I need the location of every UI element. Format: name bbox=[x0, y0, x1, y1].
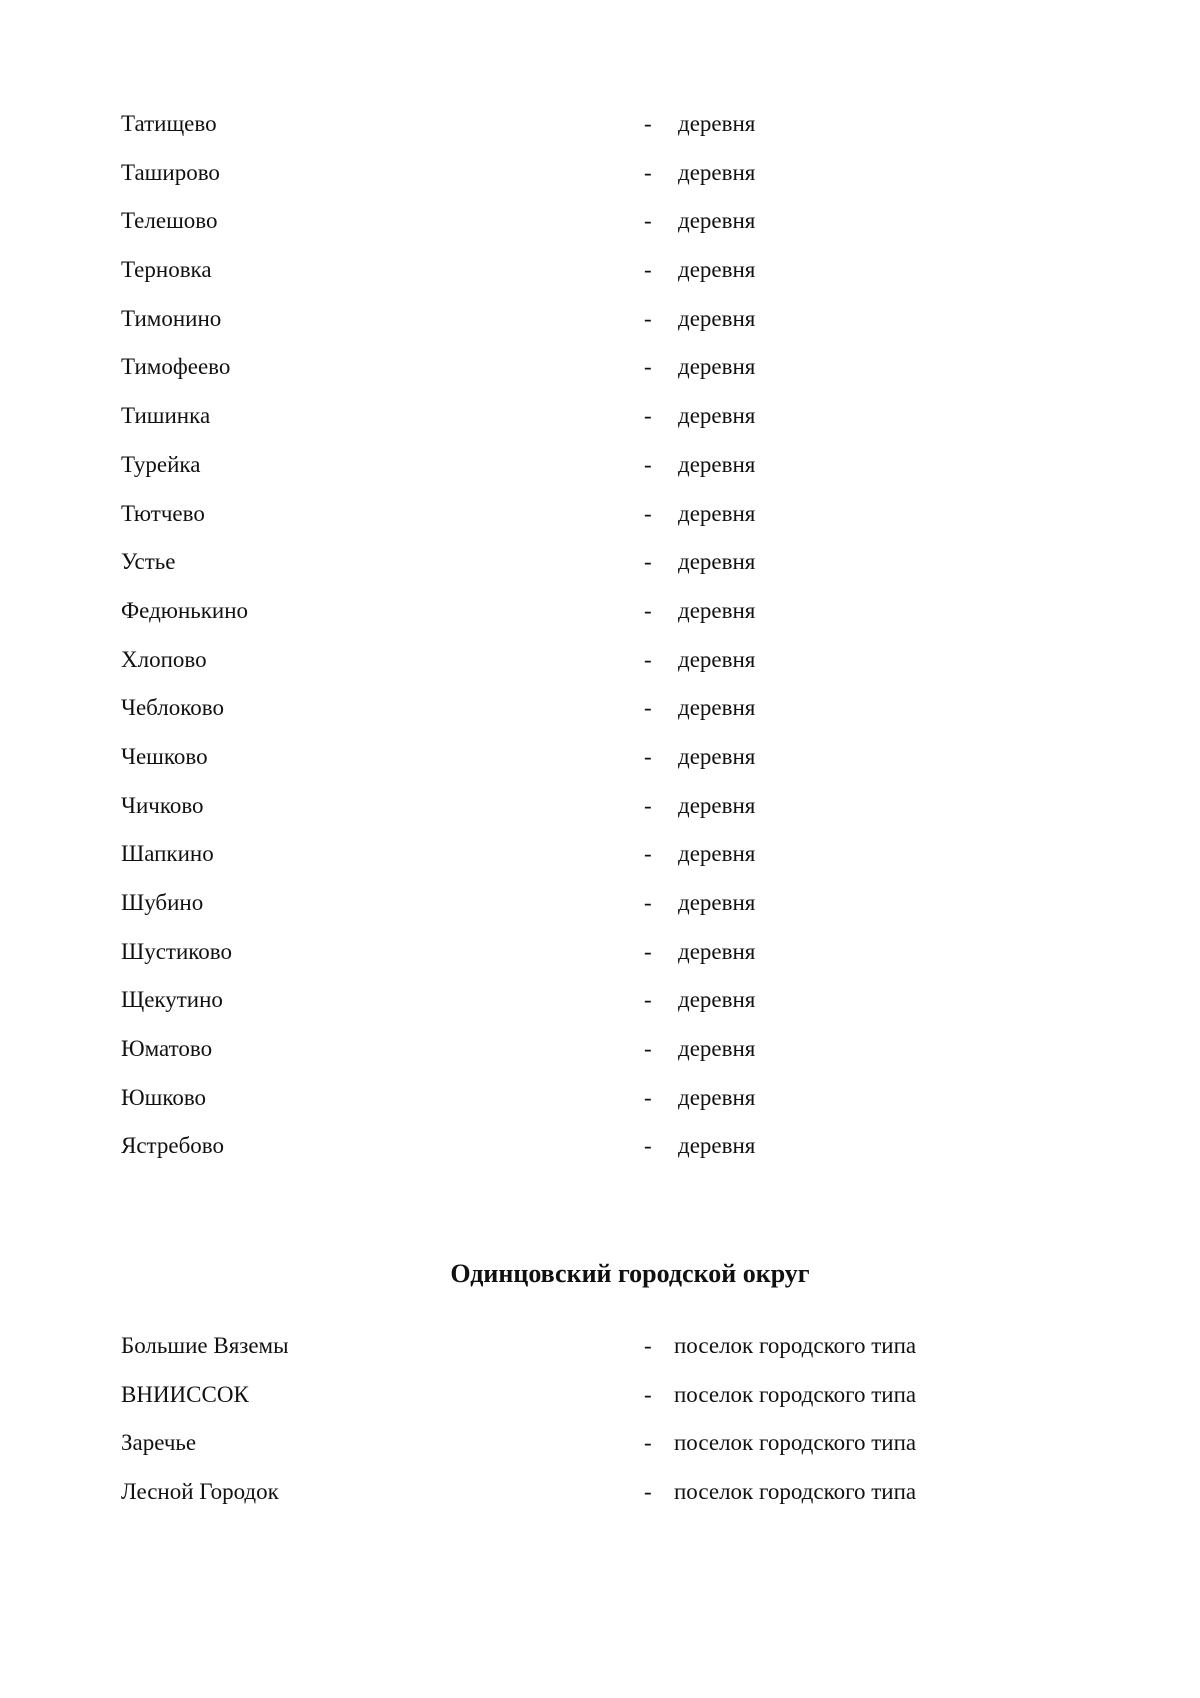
separator-dash: - bbox=[644, 646, 652, 672]
list-item bbox=[121, 205, 1081, 254]
separator-dash: - bbox=[644, 1084, 652, 1110]
list-item bbox=[121, 157, 1081, 206]
list-item bbox=[121, 595, 1081, 644]
separator-dash: - bbox=[644, 743, 652, 769]
settlement-type: деревня bbox=[678, 208, 756, 234]
separator-dash: - bbox=[644, 1036, 652, 1062]
list-item bbox=[121, 303, 1081, 352]
list-item bbox=[121, 254, 1081, 303]
settlement-type: деревня bbox=[678, 743, 756, 769]
list-item bbox=[121, 1082, 1081, 1131]
list-item bbox=[121, 1033, 1081, 1082]
list-item bbox=[121, 984, 1081, 1033]
separator-dash: - bbox=[644, 890, 652, 915]
settlement-name: Терновка bbox=[121, 257, 212, 283]
settlement-type: деревня bbox=[678, 549, 756, 575]
settlement-name: Чеблоково bbox=[121, 695, 224, 721]
separator-dash: - bbox=[644, 1333, 652, 1358]
settlement-type: поселок городского типа bbox=[674, 1430, 917, 1456]
settlement-name: ВНИИССОК bbox=[121, 1381, 249, 1407]
settlement-name: Шапкино bbox=[121, 841, 214, 867]
settlement-type: деревня bbox=[678, 159, 756, 185]
settlement-type: деревня bbox=[678, 354, 756, 380]
separator-dash: - bbox=[644, 159, 652, 185]
separator-dash: - bbox=[644, 792, 652, 818]
settlement-type: деревня bbox=[678, 1133, 756, 1159]
settlement-name: Щекутино bbox=[121, 987, 223, 1013]
settlement-name: Заречье bbox=[121, 1430, 197, 1456]
settlement-name: Федюнькино bbox=[121, 597, 249, 623]
settlement-type: поселок городского типа bbox=[674, 1479, 917, 1505]
settlement-type: деревня bbox=[678, 403, 756, 429]
settlement-name: Тишинка bbox=[121, 403, 211, 429]
separator-dash: - bbox=[644, 305, 652, 331]
separator-dash: - bbox=[644, 1479, 652, 1505]
settlement-name: Тютчево bbox=[121, 500, 205, 526]
separator-dash: - bbox=[644, 987, 652, 1013]
settlement-type: деревня bbox=[678, 987, 756, 1013]
list-item bbox=[121, 887, 1081, 936]
list-item bbox=[121, 936, 1081, 985]
list-item bbox=[121, 790, 1081, 839]
settlement-name: Юматово bbox=[121, 1036, 213, 1062]
separator-dash: - bbox=[644, 403, 652, 429]
settlement-type: деревня bbox=[678, 646, 756, 672]
list-item bbox=[121, 546, 1081, 595]
separator-dash: - bbox=[644, 111, 652, 136]
settlement-name: Шубино bbox=[121, 890, 204, 915]
settlement-type: деревня bbox=[678, 597, 756, 623]
list-item bbox=[121, 108, 1081, 157]
separator-dash: - bbox=[644, 938, 652, 964]
list-item bbox=[121, 692, 1081, 741]
list-item bbox=[121, 644, 1081, 693]
separator-dash: - bbox=[644, 500, 652, 526]
settlement-list-top bbox=[121, 108, 1081, 1179]
settlement-type: деревня bbox=[678, 890, 756, 915]
settlement-list-bottom bbox=[121, 1330, 1081, 1525]
settlement-name: Лесной Городок bbox=[121, 1479, 279, 1505]
settlement-type: деревня bbox=[678, 938, 756, 964]
settlement-name: Устье bbox=[121, 549, 176, 575]
settlement-type: деревня bbox=[678, 841, 756, 867]
section-heading: Одинцовский городской округ bbox=[450, 1259, 810, 1288]
settlement-type: деревня bbox=[678, 500, 756, 526]
settlement-name: Татищево bbox=[121, 111, 217, 136]
list-item bbox=[121, 1427, 1081, 1476]
list-item bbox=[121, 1476, 1081, 1525]
settlement-type: деревня bbox=[678, 111, 756, 136]
settlement-name: Телешово bbox=[121, 208, 218, 234]
list-item bbox=[121, 498, 1081, 547]
settlement-name: Ястребово bbox=[121, 1133, 224, 1159]
settlement-name: Тимонино bbox=[121, 305, 222, 331]
separator-dash: - bbox=[644, 549, 652, 575]
settlement-type: деревня bbox=[678, 257, 756, 283]
settlement-type: деревня bbox=[678, 451, 756, 477]
list-item bbox=[121, 1130, 1081, 1179]
separator-dash: - bbox=[644, 451, 652, 477]
list-item bbox=[121, 400, 1081, 449]
settlement-name: Таширово bbox=[121, 159, 220, 185]
list-item bbox=[121, 1379, 1081, 1428]
settlement-name: Чешково bbox=[121, 743, 208, 769]
settlement-name: Юшково bbox=[121, 1084, 207, 1110]
settlement-type: деревня bbox=[678, 792, 756, 818]
settlement-name: Чичково bbox=[121, 792, 204, 818]
list-item bbox=[121, 449, 1081, 498]
settlement-name: Тимофеево bbox=[121, 354, 231, 380]
separator-dash: - bbox=[644, 1133, 652, 1159]
separator-dash: - bbox=[644, 1381, 652, 1407]
settlement-type: деревня bbox=[678, 1036, 756, 1062]
settlement-type: поселок городского типа bbox=[674, 1381, 917, 1407]
settlement-type: деревня bbox=[678, 1084, 756, 1110]
separator-dash: - bbox=[644, 208, 652, 234]
separator-dash: - bbox=[644, 257, 652, 283]
separator-dash: - bbox=[644, 354, 652, 380]
settlement-name: Хлопово bbox=[121, 646, 207, 672]
separator-dash: - bbox=[644, 597, 652, 623]
separator-dash: - bbox=[644, 1430, 652, 1456]
settlement-type: поселок городского типа bbox=[674, 1333, 917, 1358]
settlement-type: деревня bbox=[678, 695, 756, 721]
separator-dash: - bbox=[644, 695, 652, 721]
list-item bbox=[121, 1330, 1081, 1379]
list-item bbox=[121, 838, 1081, 887]
settlement-name: Большие Вяземы bbox=[121, 1333, 289, 1358]
list-item bbox=[121, 741, 1081, 790]
separator-dash: - bbox=[644, 841, 652, 867]
settlement-name: Турейка bbox=[121, 451, 201, 477]
settlement-type: деревня bbox=[678, 305, 756, 331]
settlement-name: Шустиково bbox=[121, 938, 232, 964]
list-item bbox=[121, 351, 1081, 400]
